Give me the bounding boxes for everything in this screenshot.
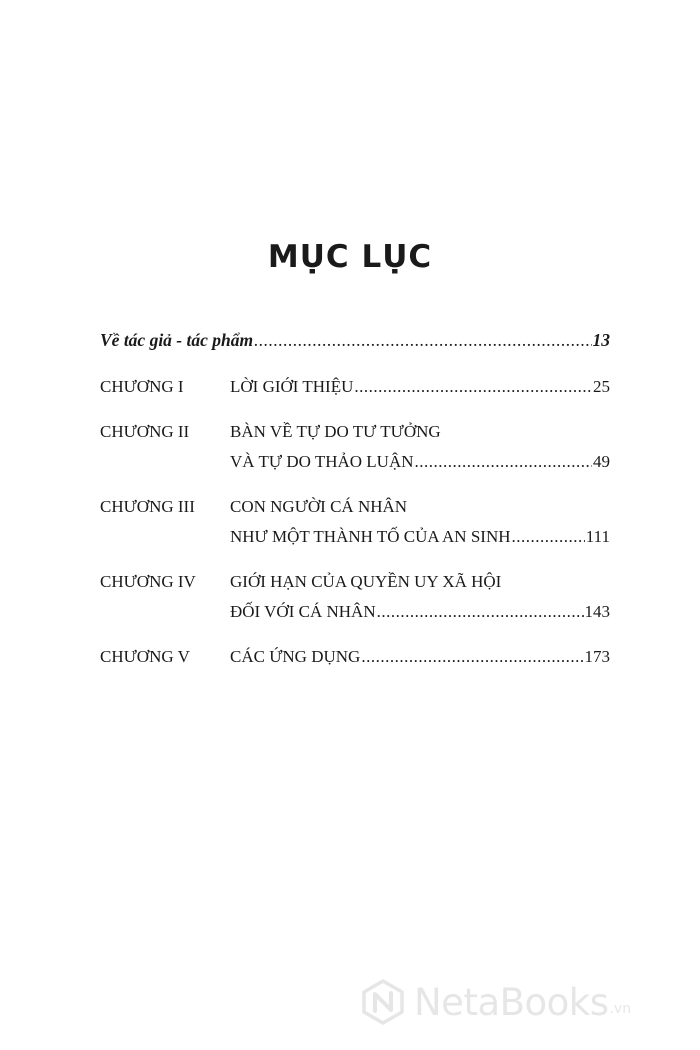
- chapter-title-text: NHƯ MỘT THÀNH TỐ CỦA AN SINH: [230, 527, 511, 546]
- chapter-title: [230, 372, 610, 402]
- chapter-title: [230, 492, 610, 552]
- page-title: MỤC LỤC: [267, 238, 433, 275]
- chapter-title: [230, 417, 610, 477]
- chapter-label: CHƯƠNG I: [100, 377, 184, 396]
- table-of-contents: [100, 330, 610, 672]
- dot-leader: [512, 522, 585, 552]
- chapter-label: CHƯƠNG V: [100, 647, 190, 666]
- chapter-title: [230, 642, 610, 672]
- dot-leader: [377, 597, 584, 627]
- chapter-title-line: [230, 522, 610, 552]
- chapter-title-text: LỜI GIỚI THIỆU: [230, 377, 354, 396]
- chapter-title: [230, 567, 610, 627]
- chapter-title-line: [230, 447, 610, 477]
- chapter-title-line: CON NGƯỜI CÁ NHÂN: [230, 497, 408, 516]
- toc-page-number: 111: [585, 527, 610, 546]
- netabooks-logo-icon: [360, 979, 406, 1025]
- dot-leader: [361, 642, 583, 672]
- dot-leader: [415, 447, 593, 477]
- toc-entry-chapter-1[interactable]: [100, 372, 610, 402]
- chapter-title-line: [230, 372, 610, 402]
- watermark-brand: NetaBooks: [414, 980, 609, 1024]
- toc-entry-chapter-2[interactable]: [100, 417, 610, 477]
- dot-leader: [354, 372, 592, 402]
- dot-leader: [254, 330, 591, 351]
- chapter-title-line: BÀN VỀ TỰ DO TƯ TƯỞNG: [230, 422, 441, 441]
- chapter-title-text: VÀ TỰ DO THẢO LUẬN: [230, 452, 414, 471]
- watermark-domain: .vn: [609, 1001, 632, 1017]
- toc-page-number: 173: [584, 647, 610, 666]
- chapter-title-line: [230, 597, 610, 627]
- chapter-title-line: [230, 642, 610, 672]
- toc-entry-chapter-4[interactable]: [100, 567, 610, 627]
- chapter-label: CHƯƠNG III: [100, 497, 195, 516]
- chapter-title-text: ĐỐI VỚI CÁ NHÂN: [230, 602, 376, 621]
- toc-entry-chapter-3[interactable]: [100, 492, 610, 552]
- toc-entry-chapter-5[interactable]: [100, 642, 610, 672]
- toc-page-number: 13: [592, 330, 610, 350]
- watermark: [360, 972, 690, 1032]
- chapter-label: CHƯƠNG IV: [100, 572, 196, 591]
- chapter-title-line: GIỚI HẠN CỦA QUYỀN UY XÃ HỘI: [230, 572, 502, 591]
- chapter-title-text: CÁC ỨNG DỤNG: [230, 647, 361, 666]
- toc-page-number: 143: [584, 602, 610, 621]
- toc-entry-title: Về tác giả - tác phẩm: [100, 330, 254, 350]
- toc-page-number: 49: [593, 452, 610, 471]
- chapter-label: CHƯƠNG II: [100, 422, 190, 441]
- toc-page-number: 25: [593, 377, 610, 396]
- toc-entry-intro[interactable]: [100, 330, 610, 360]
